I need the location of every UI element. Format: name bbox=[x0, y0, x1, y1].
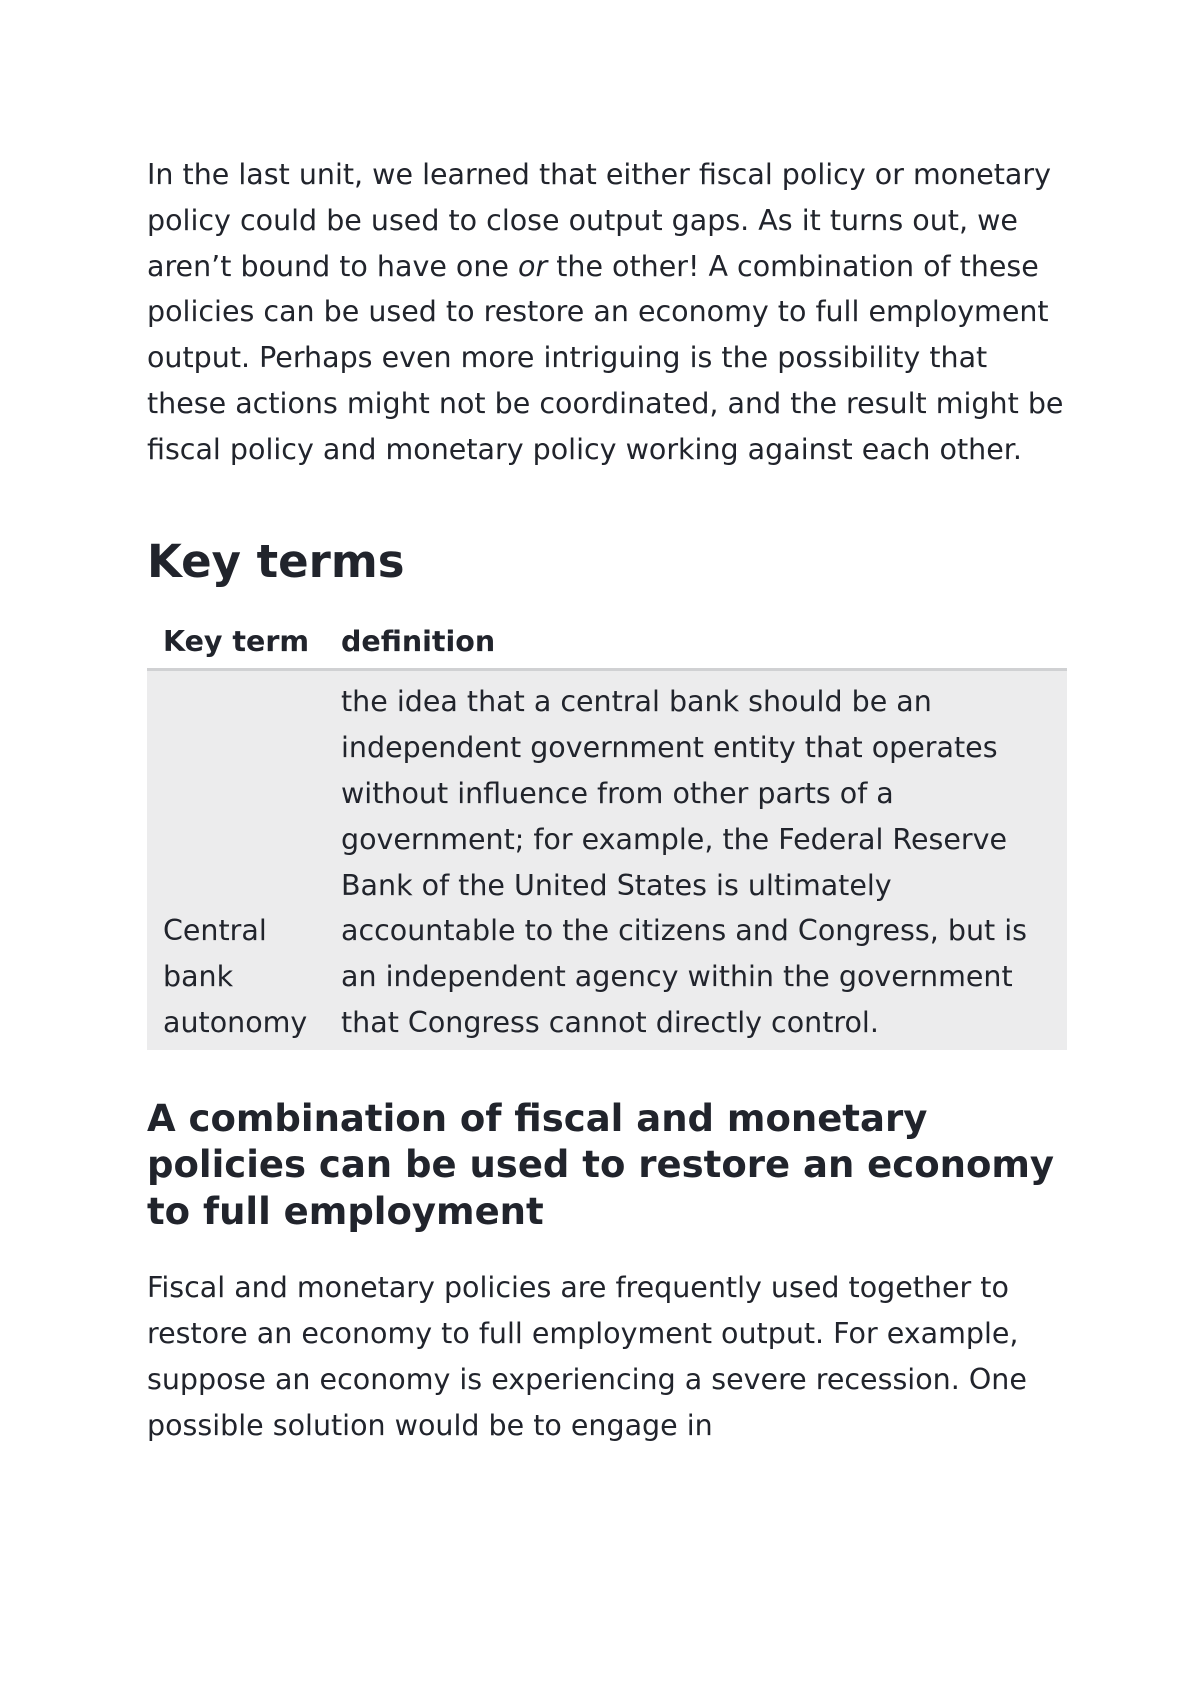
definition-cell: the idea that a central bank should be an independent government entity that operates without influence from other parts of a government; for example, the Federal Reserve Bank of the United States is ultimately accountable to the citizens and Congress, but is an independent agency within the government that Congress cannot directly control. bbox=[333, 670, 1067, 1050]
section-paragraph: Fiscal and monetary policies are frequently used together to restore an economy to full employment output. For example, suppose an economy is experiencing a severe recession. One possible solution would be to engage in bbox=[147, 1271, 1027, 1442]
key-terms-heading: Key terms bbox=[147, 534, 405, 588]
article bbox=[147, 152, 1067, 1448]
intro-text-end: the other! A combination of these policies can be used to restore an economy to full employment output. Perhaps even more intriguing is the possibility that these actions might not be coordinated, and the result might be fiscal policy and monetary policy working against each other. bbox=[147, 249, 1064, 466]
term-cell: Central bank autonomy bbox=[147, 670, 333, 1050]
intro-text-start: In the last unit, we learned that either fiscal policy or monetary policy could be used to close output gaps. As it turns out, we aren’t bound to have one bbox=[147, 158, 1051, 283]
table-row bbox=[147, 670, 1067, 1050]
section-heading: A combination of fiscal and monetary policies can be used to restore an economy to full employment bbox=[147, 1096, 1055, 1233]
column-header-definition: definition bbox=[333, 619, 1067, 670]
column-header-key-term: Key term bbox=[147, 619, 333, 670]
table-header-row bbox=[147, 619, 1067, 670]
intro-paragraph bbox=[147, 152, 1067, 473]
key-terms-table bbox=[147, 619, 1067, 1050]
intro-emphasis: or bbox=[518, 249, 548, 283]
